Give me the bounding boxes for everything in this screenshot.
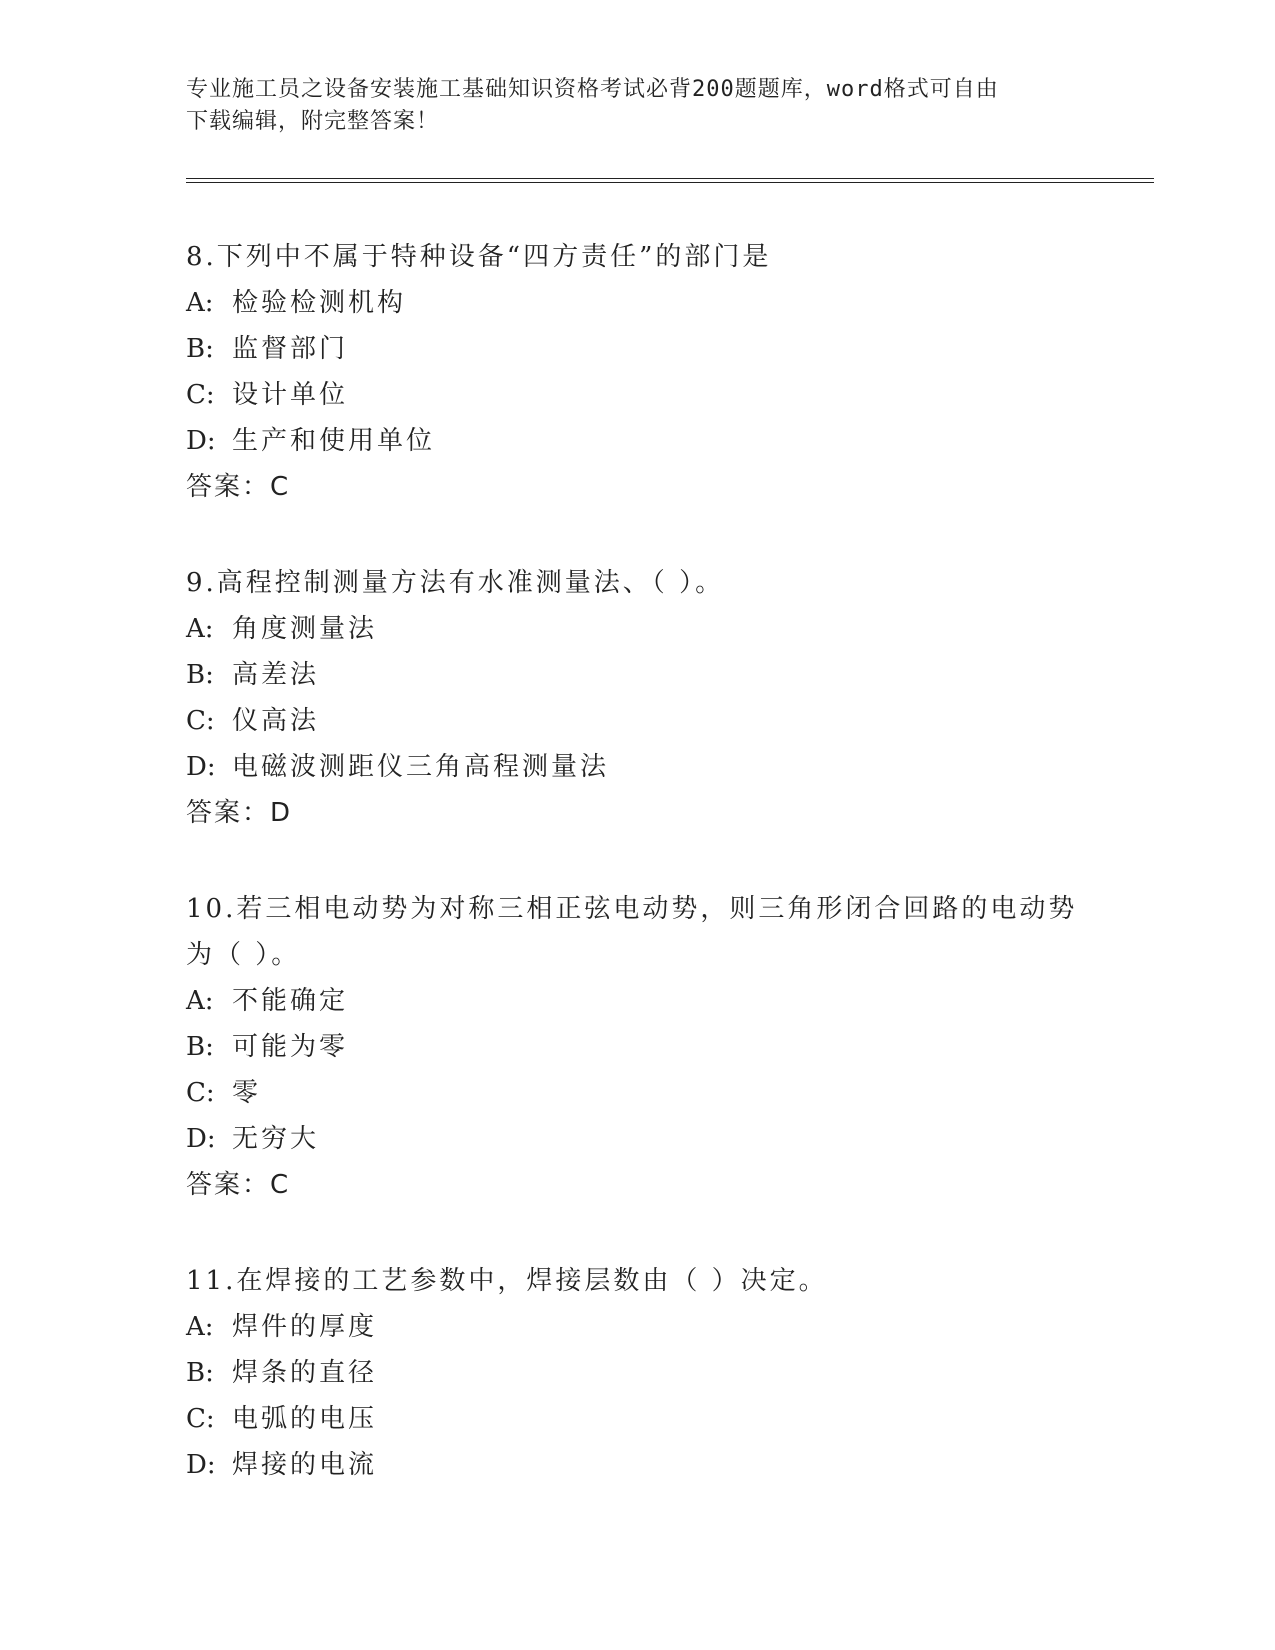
- question-stem: 8.下列中不属于特种设备“四方责任”的部门是: [186, 242, 772, 272]
- option-text: 焊条的直径: [232, 1358, 378, 1388]
- option-text: 电磁波测距仪三角高程测量法: [232, 752, 610, 782]
- option-text: 可能为零: [232, 1032, 349, 1062]
- question-stem-line-1: 10.若三相电动势为对称三相正弦电动势，则三角形闭合回路的电动势: [186, 894, 1078, 924]
- option-text: 角度测量法: [232, 614, 378, 644]
- answer-line: 答案：C: [186, 1170, 291, 1200]
- option-c: [186, 372, 1086, 418]
- question-10: [186, 886, 1086, 1208]
- question-stem-line-2: 为（ ）。: [186, 940, 301, 970]
- option-text: 不能确定: [232, 986, 349, 1016]
- header-line-1: 专业施工员之设备安装施工基础知识资格考试必背200题题库，word格式可自由: [186, 77, 999, 102]
- option-text: 焊件的厚度: [232, 1312, 378, 1342]
- option-a: [186, 606, 1086, 652]
- option-c: [186, 698, 1086, 744]
- header-double-rule: [186, 178, 1154, 183]
- option-text: 生产和使用单位: [232, 426, 436, 456]
- option-b: [186, 326, 1086, 372]
- option-text: 高差法: [232, 660, 320, 690]
- option-letter: D:: [186, 1124, 216, 1154]
- option-letter: D:: [186, 1450, 216, 1480]
- option-text: 电弧的电压: [232, 1404, 378, 1434]
- option-letter: A:: [186, 614, 214, 644]
- option-text: 监督部门: [232, 334, 349, 364]
- option-text: 焊接的电流: [232, 1450, 378, 1480]
- option-letter: C:: [186, 706, 215, 736]
- option-d: [186, 744, 1086, 790]
- option-letter: D:: [186, 752, 216, 782]
- option-d: [186, 1116, 1086, 1162]
- document-header: [186, 74, 1086, 138]
- option-letter: A:: [186, 1312, 214, 1342]
- answer-line: 答案：D: [186, 798, 293, 828]
- option-d: [186, 418, 1086, 464]
- question-8: [186, 234, 1086, 510]
- option-b: [186, 1024, 1086, 1070]
- option-letter: C:: [186, 1078, 215, 1108]
- header-line-2: 下载编辑，附完整答案！: [186, 109, 440, 134]
- question-stem: 11.在焊接的工艺参数中，焊接层数由（ ）决定。: [186, 1266, 828, 1296]
- option-text: 无穷大: [232, 1124, 320, 1154]
- option-letter: D:: [186, 426, 216, 456]
- option-b: [186, 652, 1086, 698]
- option-d: [186, 1442, 1086, 1488]
- option-letter: B:: [186, 1358, 214, 1388]
- option-letter: C:: [186, 1404, 215, 1434]
- option-a: [186, 1304, 1086, 1350]
- option-letter: B:: [186, 660, 214, 690]
- option-letter: A:: [186, 986, 214, 1016]
- question-9: [186, 560, 1086, 836]
- option-a: [186, 280, 1086, 326]
- option-letter: C:: [186, 380, 215, 410]
- answer-line: 答案：C: [186, 472, 291, 502]
- option-b: [186, 1350, 1086, 1396]
- option-c: [186, 1070, 1086, 1116]
- option-text: 零: [232, 1078, 262, 1108]
- question-11: [186, 1258, 1086, 1488]
- option-text: 仪高法: [232, 706, 320, 736]
- option-a: [186, 978, 1086, 1024]
- question-list: [186, 234, 1086, 1538]
- option-text: 检验检测机构: [232, 288, 407, 318]
- option-c: [186, 1396, 1086, 1442]
- rule-line-top: [186, 178, 1154, 179]
- question-stem: 9.高程控制测量方法有水准测量法、（ ）。: [186, 568, 725, 598]
- option-letter: A:: [186, 288, 214, 318]
- option-text: 设计单位: [232, 380, 349, 410]
- rule-line-bottom: [186, 182, 1154, 183]
- option-letter: B:: [186, 334, 214, 364]
- option-letter: B:: [186, 1032, 214, 1062]
